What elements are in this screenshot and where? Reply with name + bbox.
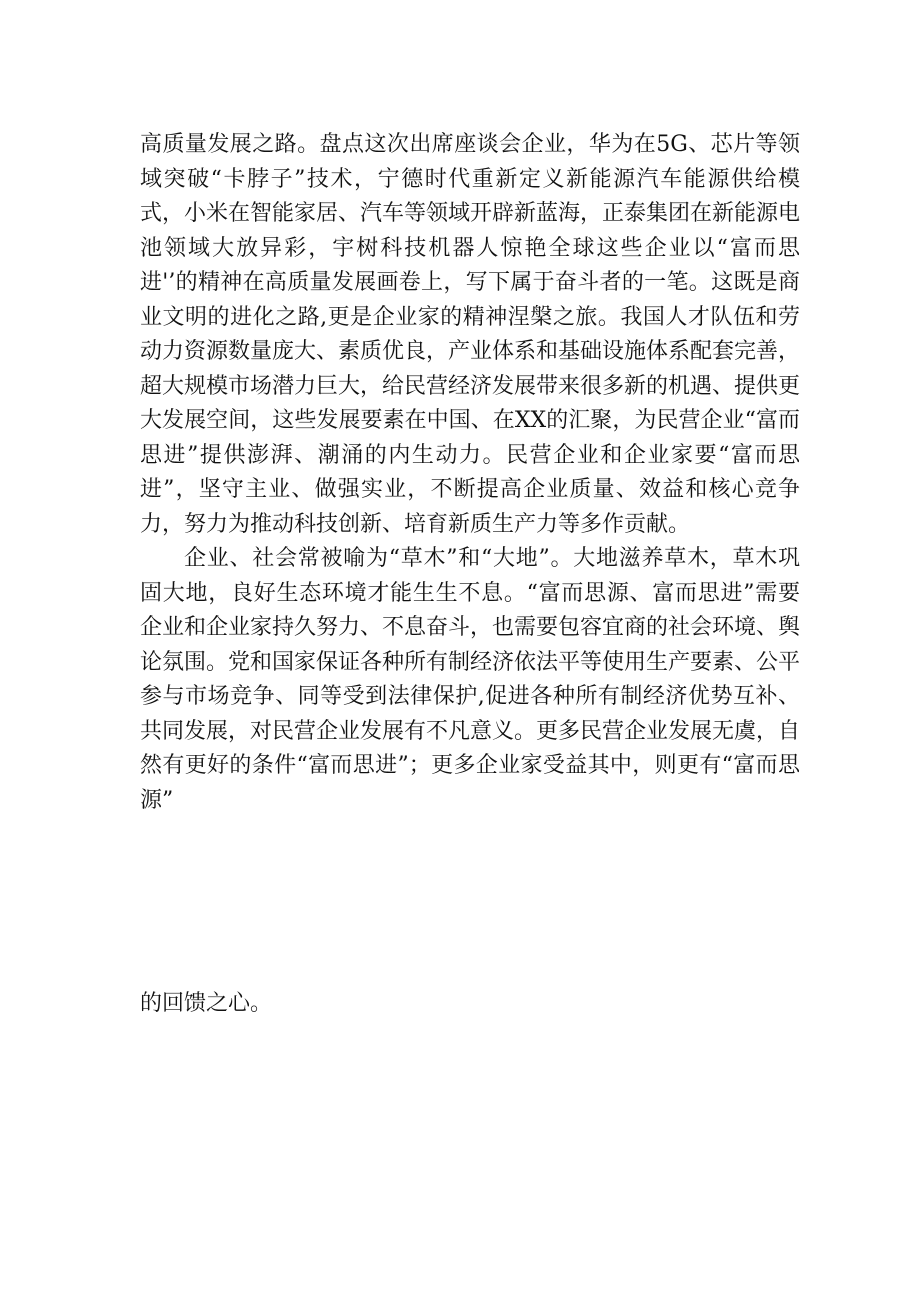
- paragraph-2-tail-line: 的回馈之心。: [140, 991, 273, 1016]
- paragraph-2: 企业、社会常被喻为“草木”和“大地”。大地滋养草木，草木巩固大地，良好生态环境才能生生不息。“富而思源、富而思进”需要企业和企业家持久努力、不息奋斗，也需要包容宜商的社会环境、舆论氛围。党和国家保证各种所有制经济依法平等使用生产要素、公平参与市场竞争、同等受到法律保护,促进各种所有制经济优势互补、共同发展，对民营企业发展有不凡意义。更多民营企业发展无虞，自然有更好的条件“富而思进”；更多企业家受益其中，则更有“富而思源”: [140, 546, 801, 813]
- paragraph-1: 高质量发展之路。盘点这次出席座谈会企业，华为在5G、芯片等领域突破“卡脖子”技术，宁德时代重新定义新能源汽车能源供给模式，小米在智能家居、汽车等领域开辟新蓝海，正泰集团在新能源电池领域大放异彩，宇树科技机器人惊艳全球这些企业以“富而思进'’的精神在高质量发展画卷上，写下属于奋斗者的一笔。这既是商业文明的进化之路,更是企业家的精神涅槃之旅。我国人才队伍和劳动力资源数量庞大、素质优良，产业体系和基础设施体系配套完善，超大规模市场潜力巨大，给民营经济发展带来很多新的机遇、提供更大发展空间，这些发展要素在中国、在XX的汇聚，为民营企业“富而思进”提供澎湃、潮涌的内生动力。民营企业和企业家要“富而思进”，坚守主业、做强实业，不断提高企业质量、效益和核心竞争力，努力为推动科技创新、培育新质生产力等多作贡献。: [140, 132, 801, 537]
- body-text: [140, 128, 800, 818]
